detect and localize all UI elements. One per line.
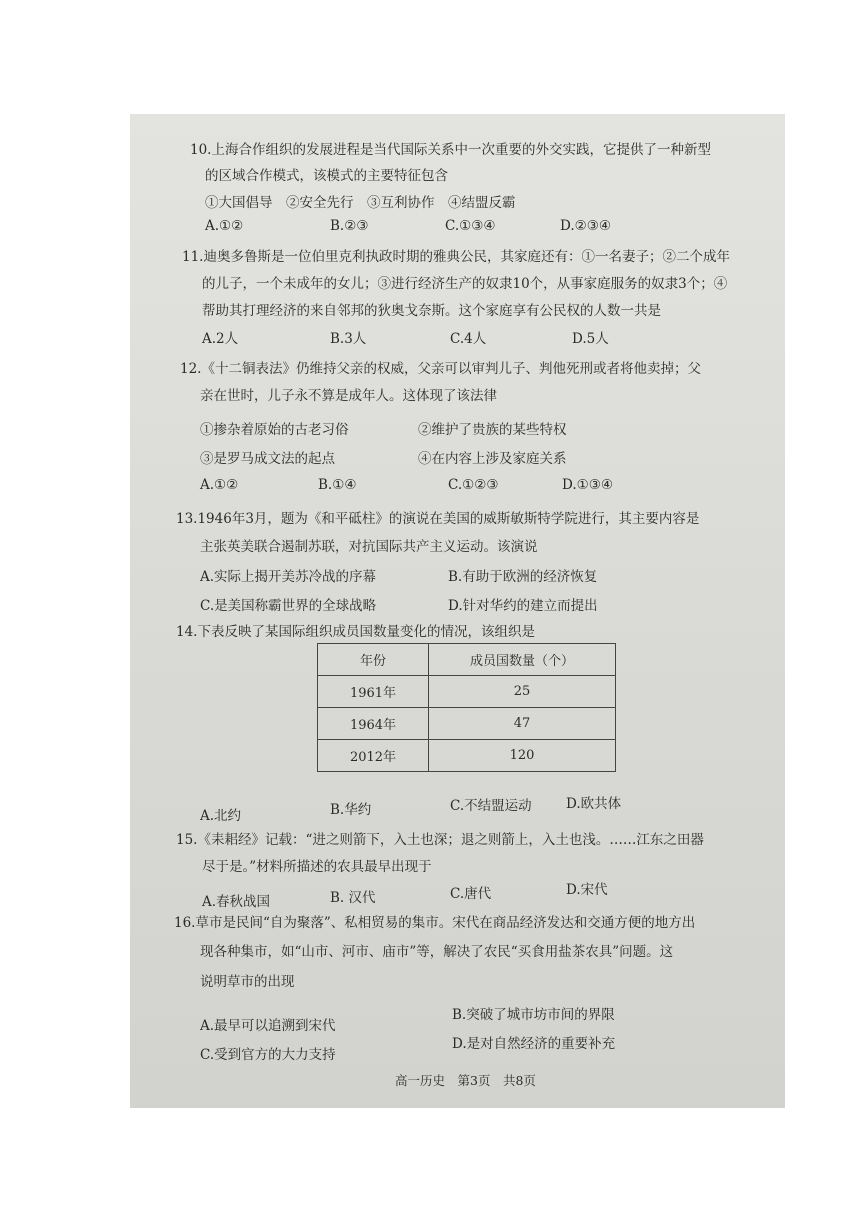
table-row <box>318 740 616 772</box>
option-b: B. 汉代 <box>330 890 376 906</box>
question-11-line-1: 11.迪奥多鲁斯是一位伯里克利执政时期的雅典公民，其家庭还有：①一名妻子；②二个成年 <box>182 249 730 265</box>
question-13-line-1: 13.1946年3月，题为《和平砥柱》的演说在美国的威斯敏斯特学院进行，其主要内容是 <box>176 511 700 527</box>
option-b: B.突破了城市坊市间的界限 <box>452 1007 615 1023</box>
option-b: B.有助于欧洲的经济恢复 <box>448 569 598 585</box>
table-cell-year: 1961年 <box>318 676 429 708</box>
question-15-line-1: 15.《耒耜经》记载：“进之则箭下，入土也深；退之则箭上，入土也浅。……江东之田器 <box>176 832 704 848</box>
question-11-line-3: 帮助其打理经济的来自邻邦的狄奥戈奈斯。这个家庭享有公民权的人数一共是 <box>202 303 661 319</box>
option-a: A.①② <box>200 477 239 493</box>
page-footer: 高一历史 第3页 共8页 <box>395 1073 536 1088</box>
statement-2: ②维护了贵族的某些特权 <box>418 422 567 438</box>
option-b: B.①④ <box>318 477 357 493</box>
table-cell-count: 120 <box>429 740 616 772</box>
option-a: A.实际上揭开美苏冷战的序幕 <box>200 569 377 585</box>
option-c: C.①③④ <box>445 218 496 234</box>
question-15-line-2: 尽于是。”材料所描述的农具最早出现于 <box>202 859 432 875</box>
question-10-statements: ①大国倡导 ②安全先行 ③互利协作 ④结盟反霸 <box>205 195 516 211</box>
question-16-line-3: 说明草市的出现 <box>200 974 295 990</box>
table-header-count: 成员国数量（个） <box>429 644 616 676</box>
question-10-line-1: 10.上海合作组织的发展进程是当代国际关系中一次重要的外交实践，它提供了一种新型 <box>190 142 711 158</box>
option-a: A.①② <box>205 218 244 234</box>
table-cell-count: 47 <box>429 708 616 740</box>
option-d: D.是对自然经济的重要补充 <box>452 1036 616 1052</box>
option-c: C.①②③ <box>448 477 499 493</box>
option-a: A.春秋战国 <box>202 894 271 910</box>
table-row <box>318 708 616 740</box>
option-c: C.不结盟运动 <box>450 798 532 814</box>
option-c: C.是美国称霸世界的全球战略 <box>200 598 377 614</box>
option-c: C.受到官方的大力支持 <box>200 1047 336 1063</box>
question-10-line-2: 的区域合作模式，该模式的主要特征包含 <box>205 168 448 184</box>
question-14-line-1: 14.下表反映了某国际组织成员国数量变化的情况，该组织是 <box>176 624 535 640</box>
option-d: D.宋代 <box>566 882 608 898</box>
statement-1: ①掺杂着原始的古老习俗 <box>200 422 349 438</box>
option-b: B.②③ <box>330 218 369 234</box>
membership-table <box>317 643 616 772</box>
option-d: D.①③④ <box>562 477 613 493</box>
question-11-line-2: 的儿子，一个未成年的女儿；③进行经济生产的奴隶10个，从事家庭服务的奴隶3个；④ <box>202 276 728 292</box>
question-12-line-1: 12.《十二铜表法》仍维持父亲的权威，父亲可以审判儿子、判他死刑或者将他卖掉；父 <box>180 361 701 377</box>
question-13-line-2: 主张英美联合遏制苏联，对抗国际共产主义运动。该演说 <box>200 539 538 555</box>
option-b: B.华约 <box>330 802 372 818</box>
statement-4: ④在内容上涉及家庭关系 <box>418 451 567 467</box>
option-a: A.最早可以追溯到宋代 <box>200 1018 336 1034</box>
option-c: C.4人 <box>450 331 487 347</box>
question-16-line-2: 现各种集市，如“山市、河市、庙市”等，解决了农民“买食用盐茶农具”问题。这 <box>200 944 674 960</box>
option-a: A.2人 <box>202 331 239 347</box>
question-16-line-1: 16.草市是民间“自为聚落”、私相贸易的集市。宋代在商品经济发达和交通方便的地方出 <box>174 915 696 931</box>
table-cell-count: 25 <box>429 676 616 708</box>
scanned-exam-page <box>130 114 785 1108</box>
option-b: B.3人 <box>330 331 367 347</box>
table-cell-year: 1964年 <box>318 708 429 740</box>
option-d: D.欧共体 <box>566 796 622 812</box>
statement-3: ③是罗马成文法的起点 <box>200 451 335 467</box>
option-d: D.5人 <box>572 331 609 347</box>
table-row <box>318 676 616 708</box>
option-d: D.②③④ <box>560 218 611 234</box>
table-header-year: 年份 <box>318 644 429 676</box>
option-a: A.北约 <box>200 808 242 824</box>
question-12-line-2: 亲在世时，儿子永不算是成年人。这体现了该法律 <box>200 388 497 404</box>
option-d: D.针对华约的建立而提出 <box>448 598 598 614</box>
table-cell-year: 2012年 <box>318 740 429 772</box>
table-header-row <box>318 644 616 676</box>
option-c: C.唐代 <box>450 886 492 902</box>
